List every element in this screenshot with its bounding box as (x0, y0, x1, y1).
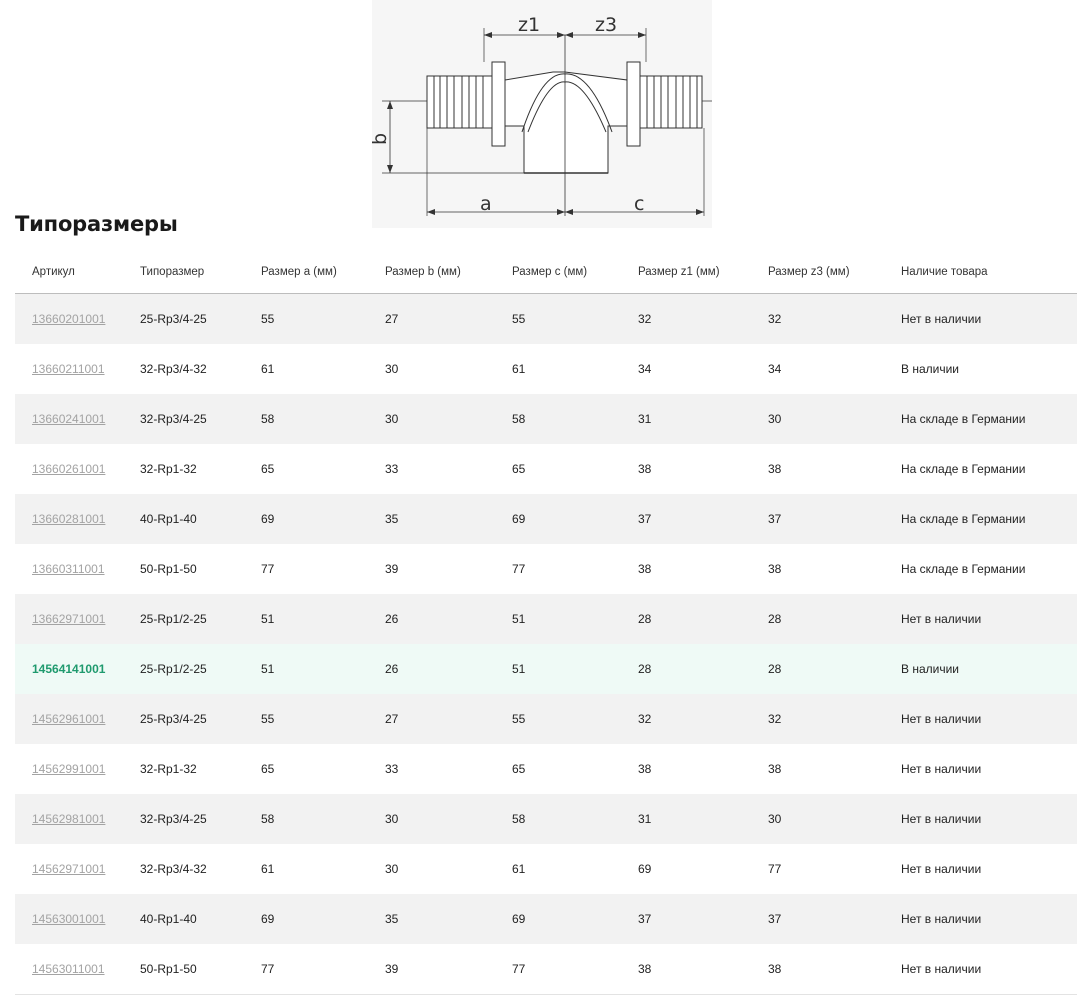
table-row (15, 944, 1077, 995)
b-cell: 39 (385, 544, 512, 594)
stock-cell: В наличии (901, 344, 1077, 394)
table-row (15, 494, 1077, 544)
z3-cell: 38 (768, 444, 901, 494)
table-row (15, 744, 1077, 794)
size-cell: 32-Rp3/4-25 (140, 794, 261, 844)
size-cell: 32-Rp3/4-32 (140, 344, 261, 394)
z3-cell: 32 (768, 294, 901, 345)
z3-cell: 38 (768, 944, 901, 995)
table-row (15, 544, 1077, 594)
fitting-drawing (369, 0, 712, 228)
stock-cell: Нет в наличии (901, 744, 1077, 794)
dim-label-a: a (480, 193, 492, 215)
table-row (15, 444, 1077, 494)
z1-cell: 38 (638, 544, 768, 594)
z1-cell: 32 (638, 294, 768, 345)
z3-cell: 37 (768, 894, 901, 944)
c-cell: 61 (512, 344, 638, 394)
column-header-c[interactable]: Размер c (мм) (512, 250, 638, 294)
b-cell: 30 (385, 344, 512, 394)
z1-cell: 28 (638, 594, 768, 644)
stock-cell: Нет в наличии (901, 894, 1077, 944)
c-cell: 55 (512, 294, 638, 345)
a-cell: 58 (261, 394, 385, 444)
c-cell: 58 (512, 394, 638, 444)
b-cell: 39 (385, 944, 512, 995)
stock-cell: На складе в Германии (901, 494, 1077, 544)
table-row (15, 294, 1077, 345)
a-cell: 61 (261, 344, 385, 394)
table-row (15, 844, 1077, 894)
sku-link[interactable]: 13660201001 (32, 312, 106, 326)
b-cell: 26 (385, 644, 512, 694)
z1-cell: 31 (638, 394, 768, 444)
z1-cell: 32 (638, 694, 768, 744)
a-cell: 69 (261, 494, 385, 544)
z3-cell: 37 (768, 494, 901, 544)
a-cell: 51 (261, 594, 385, 644)
b-cell: 35 (385, 894, 512, 944)
stock-cell: Нет в наличии (901, 294, 1077, 345)
table-row (15, 894, 1077, 944)
b-cell: 27 (385, 294, 512, 345)
a-cell: 58 (261, 794, 385, 844)
sku-link[interactable]: 14563011001 (32, 962, 105, 976)
sizes-table (15, 250, 1077, 995)
size-cell: 32-Rp1-32 (140, 444, 261, 494)
sku-cell (15, 944, 140, 995)
sku-link[interactable]: 13660311001 (32, 562, 105, 576)
sku-cell (15, 844, 140, 894)
a-cell: 65 (261, 744, 385, 794)
size-cell: 32-Rp3/4-32 (140, 844, 261, 894)
sku-cell (15, 344, 140, 394)
sku-cell (15, 394, 140, 444)
a-cell: 51 (261, 644, 385, 694)
table-row (15, 644, 1077, 694)
c-cell: 65 (512, 444, 638, 494)
sku-link[interactable]: 14563001001 (32, 912, 106, 926)
sku-cell (15, 644, 140, 694)
z1-cell: 37 (638, 894, 768, 944)
b-cell: 30 (385, 394, 512, 444)
z3-cell: 32 (768, 694, 901, 744)
sku-cell (15, 894, 140, 944)
sku-link[interactable]: 13662971001 (32, 612, 106, 626)
z3-cell: 34 (768, 344, 901, 394)
b-cell: 30 (385, 794, 512, 844)
c-cell: 69 (512, 494, 638, 544)
stock-cell: Нет в наличии (901, 844, 1077, 894)
sku-cell (15, 544, 140, 594)
column-header-a[interactable]: Размер a (мм) (261, 250, 385, 294)
a-cell: 77 (261, 944, 385, 995)
stock-cell: На складе в Германии (901, 444, 1077, 494)
c-cell: 55 (512, 694, 638, 744)
sku-cell (15, 794, 140, 844)
size-cell: 32-Rp3/4-25 (140, 394, 261, 444)
z1-cell: 28 (638, 644, 768, 694)
z1-cell: 37 (638, 494, 768, 544)
sku-link[interactable]: 14564141001 (32, 662, 106, 676)
c-cell: 51 (512, 594, 638, 644)
sku-cell (15, 444, 140, 494)
size-cell: 40-Rp1-40 (140, 894, 261, 944)
size-cell: 50-Rp1-50 (140, 944, 261, 995)
sku-cell (15, 594, 140, 644)
dim-label-z3: z3 (595, 14, 618, 36)
size-cell: 25-Rp1/2-25 (140, 594, 261, 644)
table-row (15, 344, 1077, 394)
size-cell: 50-Rp1-50 (140, 544, 261, 594)
c-cell: 65 (512, 744, 638, 794)
stock-cell: Нет в наличии (901, 694, 1077, 744)
a-cell: 55 (261, 694, 385, 744)
a-cell: 61 (261, 844, 385, 894)
z1-cell: 38 (638, 744, 768, 794)
c-cell: 77 (512, 944, 638, 995)
stock-cell: Нет в наличии (901, 944, 1077, 995)
size-cell: 40-Rp1-40 (140, 494, 261, 544)
table-row (15, 594, 1077, 644)
stock-cell: На складе в Германии (901, 394, 1077, 444)
sku-cell (15, 294, 140, 345)
a-cell: 77 (261, 544, 385, 594)
b-cell: 27 (385, 694, 512, 744)
dim-label-c: c (634, 193, 645, 215)
z3-cell: 38 (768, 744, 901, 794)
dim-label-z1: z1 (518, 14, 541, 36)
sku-link[interactable]: 13660241001 (32, 412, 106, 426)
sku-link[interactable]: 14562971001 (32, 862, 106, 876)
z3-cell: 77 (768, 844, 901, 894)
a-cell: 55 (261, 294, 385, 345)
z1-cell: 38 (638, 444, 768, 494)
b-cell: 35 (385, 494, 512, 544)
table-row (15, 394, 1077, 444)
table-body (15, 294, 1077, 995)
table-row (15, 794, 1077, 844)
z3-cell: 38 (768, 544, 901, 594)
sku-link[interactable]: 14562991001 (32, 762, 106, 776)
sku-link[interactable]: 13660211001 (32, 362, 105, 376)
sizes-table-wrap (15, 250, 1077, 995)
stock-cell: Нет в наличии (901, 794, 1077, 844)
c-cell: 69 (512, 894, 638, 944)
column-header-z3[interactable]: Размер z3 (мм) (768, 250, 901, 294)
table-row (15, 694, 1077, 744)
size-cell: 32-Rp1-32 (140, 744, 261, 794)
column-header-z1[interactable]: Размер z1 (мм) (638, 250, 768, 294)
z1-cell: 31 (638, 794, 768, 844)
column-header-stock[interactable]: Наличие товара (901, 250, 1077, 294)
section-title: Типоразмеры (15, 212, 178, 236)
sku-link[interactable]: 13660281001 (32, 512, 106, 526)
z3-cell: 28 (768, 644, 901, 694)
size-cell: 25-Rp3/4-25 (140, 694, 261, 744)
column-header-size[interactable]: Типоразмер (140, 250, 261, 294)
z3-cell: 30 (768, 394, 901, 444)
a-cell: 69 (261, 894, 385, 944)
sku-cell (15, 744, 140, 794)
sku-cell (15, 494, 140, 544)
table-header-row (15, 250, 1077, 294)
b-cell: 26 (385, 594, 512, 644)
fitting-drawing-svg (369, 0, 712, 228)
c-cell: 61 (512, 844, 638, 894)
c-cell: 58 (512, 794, 638, 844)
z3-cell: 28 (768, 594, 901, 644)
b-cell: 33 (385, 444, 512, 494)
c-cell: 77 (512, 544, 638, 594)
size-cell: 25-Rp1/2-25 (140, 644, 261, 694)
sku-cell (15, 694, 140, 744)
c-cell: 51 (512, 644, 638, 694)
b-cell: 33 (385, 744, 512, 794)
stock-cell: В наличии (901, 644, 1077, 694)
a-cell: 65 (261, 444, 385, 494)
dim-label-b: b (369, 132, 391, 145)
sku-link[interactable]: 13660261001 (32, 462, 106, 476)
size-cell: 25-Rp3/4-25 (140, 294, 261, 345)
column-header-b[interactable]: Размер b (мм) (385, 250, 512, 294)
sku-link[interactable]: 14562961001 (32, 712, 106, 726)
z3-cell: 30 (768, 794, 901, 844)
b-cell: 30 (385, 844, 512, 894)
stock-cell: На складе в Германии (901, 544, 1077, 594)
z1-cell: 34 (638, 344, 768, 394)
stock-cell: Нет в наличии (901, 594, 1077, 644)
z1-cell: 69 (638, 844, 768, 894)
sku-link[interactable]: 14562981001 (32, 812, 106, 826)
z1-cell: 38 (638, 944, 768, 995)
column-header-sku[interactable]: Артикул (15, 250, 140, 294)
